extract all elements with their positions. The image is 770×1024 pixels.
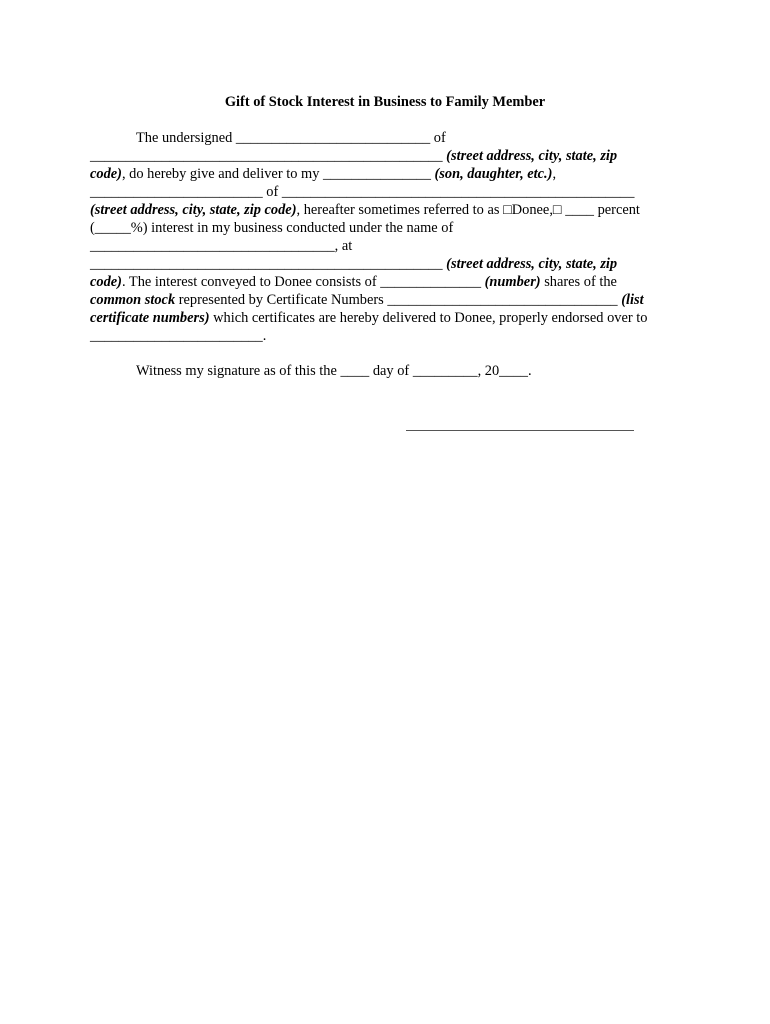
paragraph-line-4 — [90, 183, 634, 201]
instruction-text: (son, daughter, etc.) — [430, 166, 553, 182]
static-text: The undersigned — [136, 130, 236, 146]
shares-number-blank[interactable]: ______________ — [380, 274, 482, 290]
static-text: of — [430, 130, 446, 146]
address-blank[interactable]: _________________________________________________ — [90, 148, 443, 164]
witness-line — [136, 362, 532, 380]
donee-name-blank[interactable]: ________________________ — [90, 184, 263, 200]
static-text: . — [527, 363, 532, 379]
static-text: , do hereby give and deliver to my — [121, 166, 323, 182]
instruction-text: (street address, city, state, zip — [442, 256, 618, 272]
paragraph-line-1 — [136, 129, 446, 147]
endorsee-blank[interactable]: ________________________ — [90, 328, 263, 344]
instruction-text: certificate numbers) — [90, 310, 210, 326]
static-text: . The interest conveyed to Donee consists of — [121, 274, 381, 290]
percent-blank[interactable]: ____ — [565, 202, 594, 218]
paragraph-line-9 — [90, 273, 617, 291]
month-blank[interactable]: _________ — [412, 363, 478, 379]
day-blank[interactable]: ____ — [340, 363, 370, 379]
static-text: shares of the — [540, 274, 617, 290]
donee-address-blank[interactable]: _________________________________________________ — [281, 184, 635, 200]
instruction-text: code) — [90, 274, 122, 290]
static-text: Witness my signature as of this the — [136, 363, 341, 379]
paragraph-line-6 — [90, 219, 453, 237]
paragraph-line-7 — [90, 237, 352, 255]
name-blank[interactable]: ___________________________ — [235, 130, 431, 146]
instruction-text: (number) — [481, 274, 541, 290]
instruction-text: (list — [617, 292, 644, 308]
business-address-blank[interactable]: _________________________________________________ — [90, 256, 443, 272]
static-text: , at — [334, 238, 353, 254]
static-text: represented by Certificate Numbers — [175, 292, 388, 308]
instruction-text: code) — [90, 166, 122, 182]
document-title: Gift of Stock Interest in Business to Family Member — [224, 94, 546, 110]
static-text: which certificates are hereby delivered to Donee, properly endorsed over to — [209, 310, 648, 326]
signature-line[interactable] — [406, 430, 634, 431]
static-text: , — [552, 166, 557, 182]
paragraph-line-3 — [90, 165, 556, 183]
paragraph-line-12 — [90, 327, 266, 345]
instruction-text: (street address, city, state, zip — [442, 148, 618, 164]
instruction-text: (street address, city, state, zip code) — [90, 202, 297, 218]
business-name-blank[interactable]: __________________________________ — [90, 238, 335, 254]
static-text: %) interest in my business conducted under the name of — [130, 220, 454, 236]
year-blank[interactable]: ____ — [499, 363, 528, 379]
static-text: , hereafter sometimes referred to as □Donee,□ — [296, 202, 566, 218]
static-text: percent — [593, 202, 640, 218]
paragraph-line-2 — [90, 147, 617, 165]
static-text: day of — [369, 363, 413, 379]
percent-number-blank[interactable]: _____ — [94, 220, 131, 236]
instruction-text: common stock — [90, 292, 176, 308]
paragraph-line-8 — [90, 255, 617, 273]
static-text: . — [262, 328, 267, 344]
relationship-blank[interactable]: _______________ — [322, 166, 431, 182]
paragraph-line-11 — [90, 309, 647, 327]
static-text: ( — [90, 220, 95, 236]
paragraph-line-10 — [90, 291, 644, 309]
certificate-numbers-blank[interactable]: ________________________________ — [387, 292, 618, 308]
static-text: , 20 — [477, 363, 500, 379]
static-text: of — [262, 184, 282, 200]
paragraph-line-5 — [90, 201, 640, 219]
